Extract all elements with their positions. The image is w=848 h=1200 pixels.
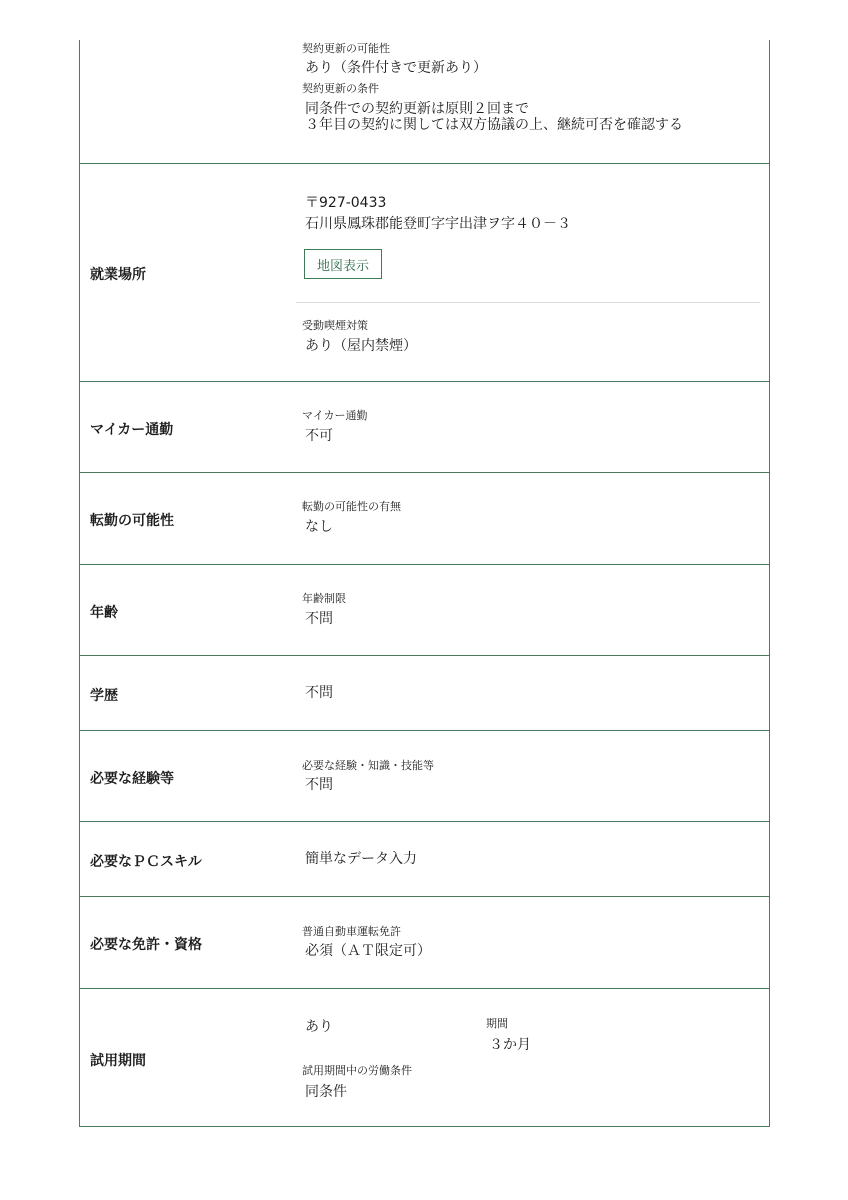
row-education (80, 656, 769, 731)
trial-conditions-label: 試用期間中の労働条件 (302, 1064, 412, 1077)
row-age (80, 565, 769, 656)
row-license (80, 897, 769, 989)
experience-sub-label: 必要な経験・知識・技能等 (302, 759, 434, 772)
pc-skill-label: 必要なＰＣスキル (90, 854, 202, 870)
pc-skill-value: 簡単なデータ入力 (305, 851, 417, 867)
workplace-address: 石川県鳳珠郡能登町字宇出津ヲ字４０－３ (305, 216, 571, 232)
row-workplace (80, 164, 769, 382)
trial-label: 試用期間 (90, 1053, 146, 1069)
row-experience (80, 731, 769, 822)
license-value: 必須（ＡＴ限定可） (305, 943, 431, 959)
age-sub-label: 年齢制限 (302, 592, 346, 605)
license-label: 必要な免許・資格 (90, 937, 202, 953)
car-commute-sub-label: マイカー通勤 (302, 409, 368, 422)
trial-period-label: 期間 (486, 1017, 508, 1030)
renewal-possibility-value: あり（条件付きで更新あり） (305, 60, 487, 76)
section-divider (296, 302, 760, 303)
trial-value: あり (305, 1019, 333, 1035)
job-details-table (79, 40, 770, 1127)
education-label: 学歴 (90, 688, 118, 704)
row-pc-skill (80, 822, 769, 897)
workplace-postal: 〒927-0433 (305, 195, 387, 211)
row-car-commute (80, 382, 769, 473)
trial-period-value: ３か月 (489, 1037, 531, 1053)
renewal-condition-label: 契約更新の条件 (302, 82, 379, 95)
workplace-label: 就業場所 (90, 267, 146, 283)
transfer-sub-label: 転勤の可能性の有無 (302, 500, 401, 513)
smoking-label: 受動喫煙対策 (302, 319, 368, 332)
experience-value: 不問 (305, 777, 333, 793)
trial-conditions-value: 同条件 (305, 1084, 347, 1100)
car-commute-value: 不可 (305, 428, 333, 444)
license-sub-label: 普通自動車運転免許 (302, 925, 401, 938)
map-button[interactable]: 地図表示 (304, 249, 382, 279)
car-commute-label: マイカー通勤 (90, 422, 174, 438)
row-transfer (80, 473, 769, 565)
smoking-value: あり（屋内禁煙） (305, 338, 417, 354)
age-value: 不問 (305, 611, 333, 627)
education-value: 不問 (305, 685, 333, 701)
transfer-value: なし (305, 519, 333, 535)
renewal-possibility-label: 契約更新の可能性 (302, 42, 390, 55)
renewal-condition-line1: 同条件での契約更新は原則２回まで (305, 101, 529, 117)
row-contract-renewal (80, 40, 769, 164)
experience-label: 必要な経験等 (90, 771, 174, 787)
row-trial-period (80, 989, 769, 1127)
age-label: 年齢 (90, 605, 118, 621)
renewal-condition-line2: ３年目の契約に関しては双方協議の上、継続可否を確認する (305, 117, 683, 133)
transfer-label: 転勤の可能性 (90, 513, 174, 529)
